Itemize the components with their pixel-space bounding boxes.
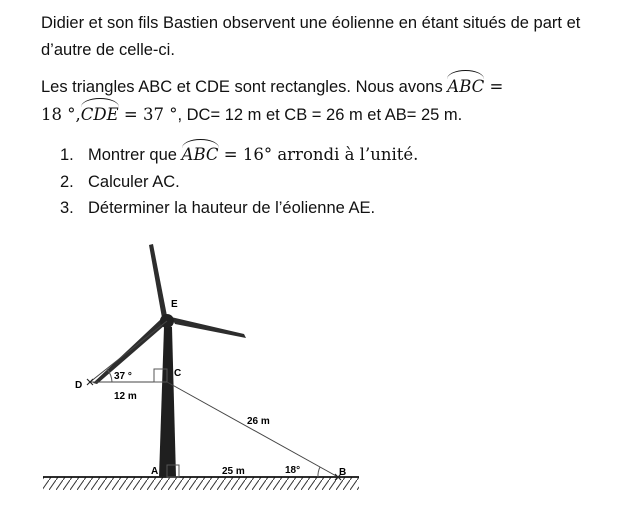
- label-angle-d: 37 °: [114, 371, 132, 382]
- point-label-a: A: [151, 466, 159, 477]
- question-text: Calculer AC.: [88, 172, 180, 191]
- turbine-blade-right: [171, 317, 246, 338]
- label-ab: 25 m: [222, 466, 245, 477]
- question-text-pre: Montrer que: [88, 146, 182, 164]
- ground-hatching: [43, 477, 359, 490]
- question-number: 3.: [60, 199, 74, 217]
- angle-arc-b: [318, 467, 320, 477]
- question-number: 2.: [60, 172, 74, 191]
- point-label-b: B: [339, 467, 347, 478]
- statement-text-1: Les triangles ABC et CDE sont rectangles. Nous avons: [41, 78, 448, 96]
- question-number: 1.: [60, 146, 74, 164]
- turbine-blade-top: [149, 244, 168, 321]
- point-label-d: D: [75, 380, 83, 391]
- angle-cde: CDE: [81, 101, 119, 128]
- angle-cde-value: = 37 °: [118, 105, 178, 124]
- segment-cb: [167, 382, 338, 477]
- statement-text-2: , DC= 12 m et CB = 26 m et AB= 25 m.: [177, 106, 463, 124]
- statement-equals-1: =: [484, 77, 504, 96]
- turbine-tower: [159, 327, 176, 477]
- intro-line-1: Didier et son fils Bastien observent une éolienne en étant situés de part et: [41, 14, 581, 32]
- angle-abc-value: 18 °,: [41, 105, 81, 124]
- point-label-e: E: [171, 299, 178, 310]
- angle-abc: ABC: [447, 73, 484, 100]
- question-text: Déterminer la hauteur de l’éolienne AE.: [88, 199, 376, 217]
- point-label-c: C: [174, 368, 182, 379]
- label-angle-b: 18°: [285, 465, 301, 476]
- question-text-post: = 16° arrondi à l’unité.: [218, 145, 419, 164]
- angle-abc-question: ABC: [182, 142, 219, 169]
- intro-line-2: d’autre de celle-ci.: [41, 41, 175, 59]
- label-cb: 26 m: [247, 416, 270, 427]
- label-dc: 12 m: [114, 391, 137, 402]
